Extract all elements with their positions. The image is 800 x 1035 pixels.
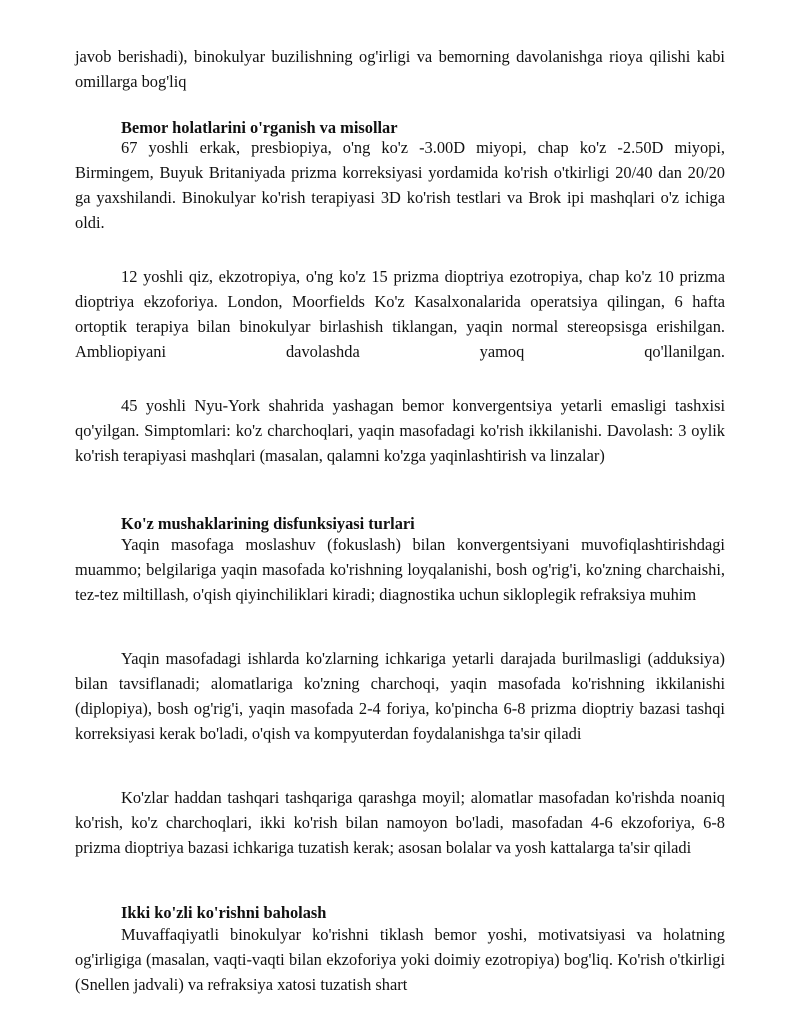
section-heading-dysfunction-types: Ko'z mushaklarining disfunksiyasi turlari [121, 514, 415, 533]
continuation-paragraph: javob berishadi), binokulyar buzilishning og'irligi va bemorning davolanishga rioya qilishi kabi omillarga bog'liq [75, 47, 725, 92]
dysfunction-paragraph-1: Yaqin masofaga moslashuv (fokuslash) bilan konvergentsiyani muvofiqlashtirishdagi muammo; belgilariga yaqin masofada ko'rishning loyqalanishi, bosh og'rig'i, ko'zning charchaishi, tez-tez miltillash, o'qish qiyinchiliklari kiradi; diagnostika uchun sikloplegik refraksiya muhim [75, 535, 725, 605]
section-heading-case-studies: Bemor holatlarini o'rganish va misollar [121, 118, 398, 137]
case-paragraph-1: 67 yoshli erkak, presbiopiya, o'ng ko'z -3.00D miyopi, chap ko'z -2.50D miyopi, Birmingem, Buyuk Britaniyada prizma korreksiyasi yordamida ko'rish o'tkirligi 20/40 dan 20/20 ga yaxshilandi. Binokulyar ko'rish terapiyasi 3D ko'rish testlari va Brok ipi mashqlari o'z ichiga oldi. [75, 138, 725, 233]
case-paragraph-2: 12 yoshli qiz, ekzotropiya, o'ng ko'z 15 prizma dioptriya ezotropiya, chap ko'z 10 prizma dioptriya ekzoforiya. London, Moorfields Ko'z Kasalxonalarida operatsiya qilingan, 6 hafta ortoptik terapiya bilan binokulyar birlashish tiklangan, yaqin normal stereopsisga erishilgan. Ambliopiyani davolashda yamoq qo'llanilgan. [75, 267, 725, 362]
dysfunction-paragraph-2: Yaqin masofadagi ishlarda ko'zlarning ichkariga yetarli darajada burilmasligi (adduksiya) bilan tavsiflanadi; alomatlariga ko'zning charchoqi, yaqin masofada ko'rishning ikkilanishi (diplopiya), bosh og'rig'i, yaqin masofada 2-4 foriya, ko'pincha 6-8 prizma dioptriy bazasi tashqi korreksiyasi kerak bo'ladi, o'qish va kompyuterdan foydalanishga ta'sir qiladi [75, 649, 725, 744]
section-heading-binocular-assessment: Ikki ko'zli ko'rishni baholash [121, 903, 327, 922]
case-paragraph-3: 45 yoshli Nyu-York shahrida yashagan bemor konvergentsiya yetarli emasligi tashxisi qo'yilgan. Simptomlari: ko'z charchoqlari, yaqin masofadagi ko'rish ikkilanishi. Davolash: 3 oylik ko'rish terapiyasi mashqlari (masalan, qalamni ko'zga yaqinlashtirish va linzalar) [75, 396, 725, 466]
assessment-paragraph-1: Muvaffaqiyatli binokulyar ko'rishni tiklash bemor yoshi, motivatsiyasi va holatning og'irligiga (masalan, vaqti-vaqti bilan ekzoforiya yoki doimiy ezotropiya) bog'liq. Ko'rish o'tkirligi (Snellen jadvali) va refraksiya xatosi tuzatish shart [75, 925, 725, 995]
dysfunction-paragraph-3: Ko'zlar haddan tashqari tashqariga qarashga moyil; alomatlar masofadan ko'rishda noaniq ko'rish, ko'z charchoqlari, ikki ko'rish bilan namoyon bo'ladi, masofadan 4-6 ekzoforiya, 6-8 prizma dioptriya bazasi ichkariga tuzatish kerak; asosan bolalar va yosh kattalarga ta'sir qiladi [75, 788, 725, 858]
